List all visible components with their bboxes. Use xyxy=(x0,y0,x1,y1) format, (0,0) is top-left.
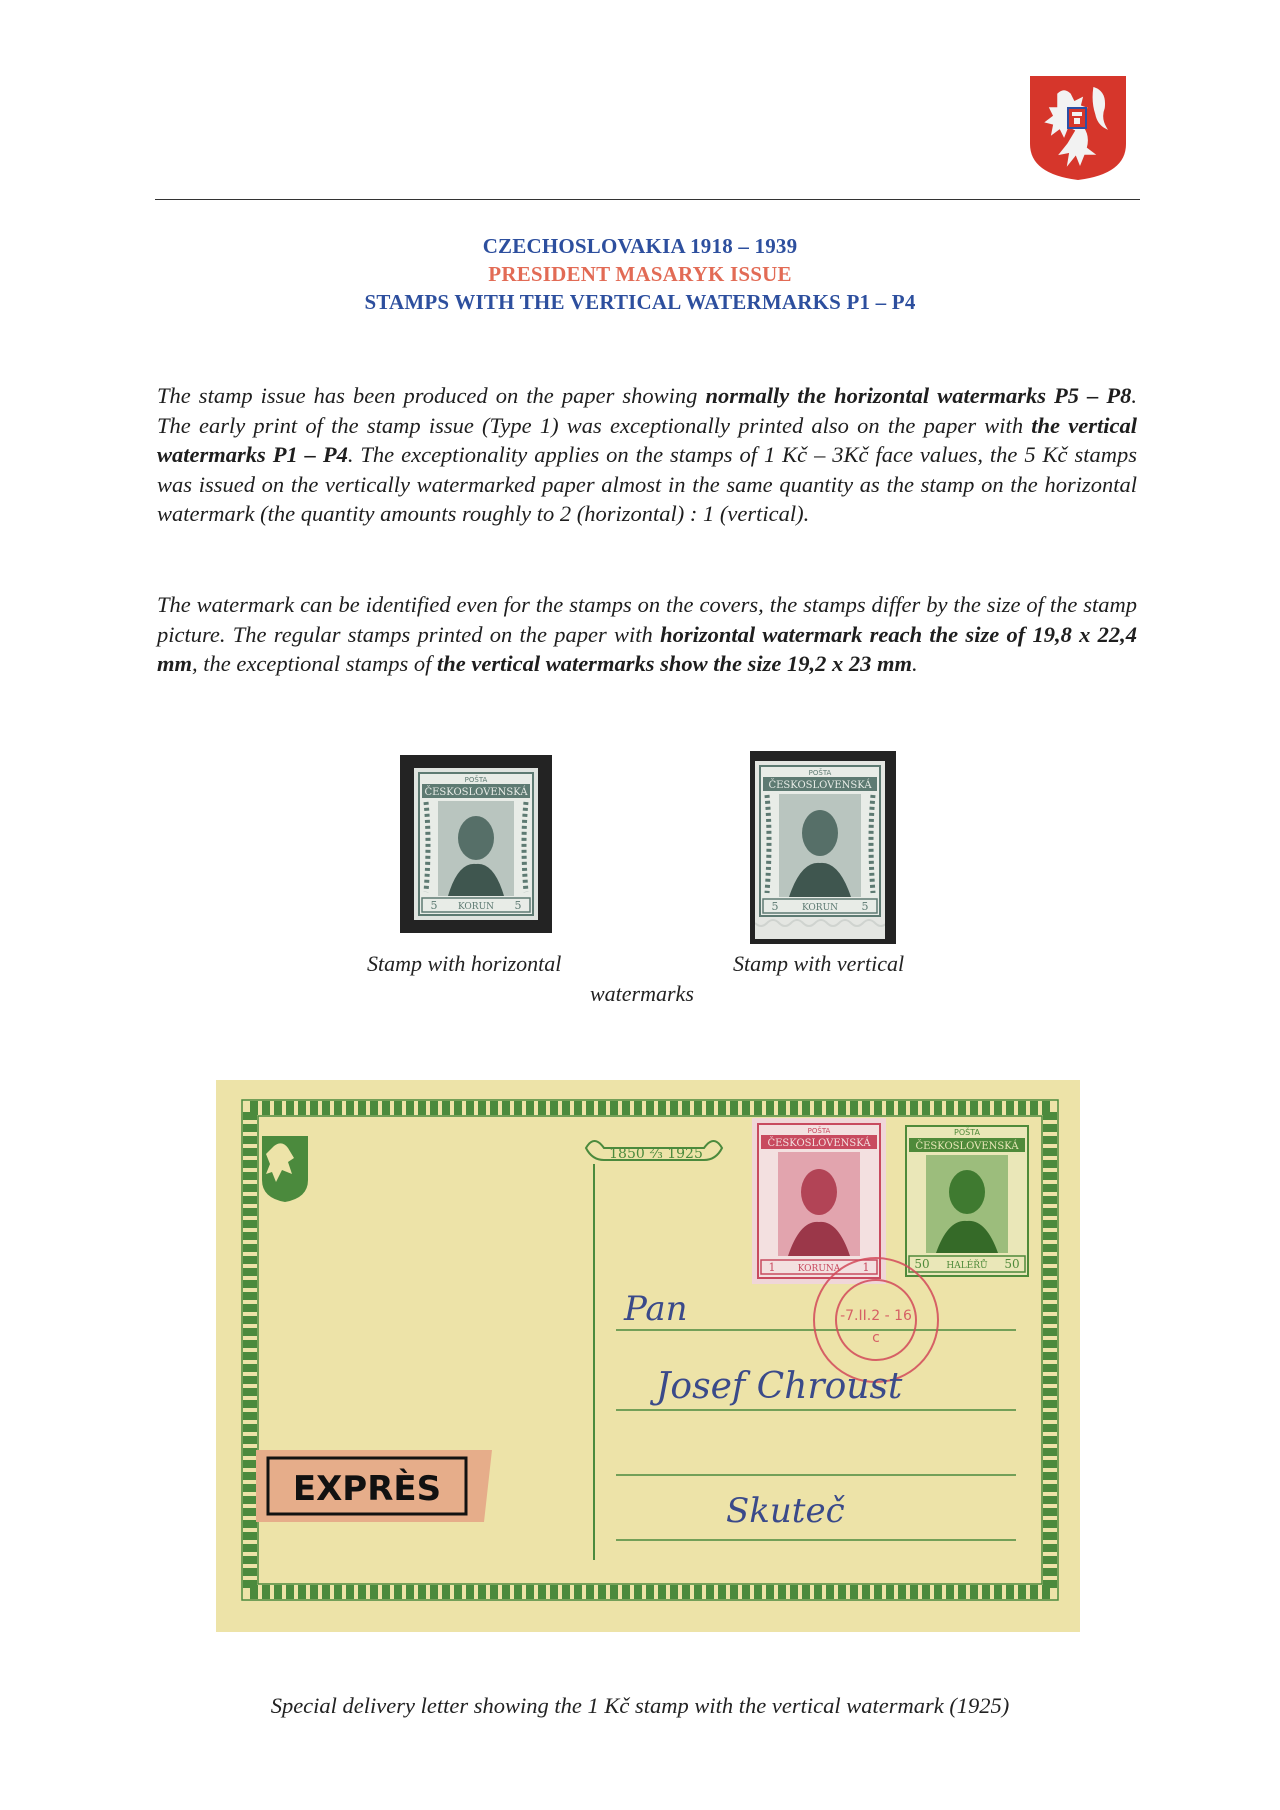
address-line-2: Josef Chroust xyxy=(656,1366,903,1407)
stamp-value-right: 5 xyxy=(861,900,869,913)
coat-of-arms-logo xyxy=(1028,74,1128,182)
page-subtitle-2: STAMPS WITH THE VERTICAL WATERMARKS P1 – P4 xyxy=(364,290,916,314)
intro-paragraph xyxy=(157,381,1137,529)
express-label xyxy=(256,1450,492,1522)
stamp-value-left: 50 xyxy=(914,1257,930,1271)
stamp-vertical-watermark xyxy=(750,751,896,944)
header-divider xyxy=(155,199,1140,200)
caption-vertical-stamp: Stamp with vertical xyxy=(733,951,905,976)
identification-paragraph xyxy=(157,590,1137,679)
stamp-value-left: 5 xyxy=(771,900,779,913)
page-title-block xyxy=(0,232,1280,316)
paragraph-bold-text: normally the horizontal watermarks P5 – P8 xyxy=(705,383,1132,408)
stamp-top-text: POŠTA xyxy=(808,769,832,777)
stamp-currency: HALÉŘŮ xyxy=(946,1261,988,1271)
page-title: CZECHOSLOVAKIA 1918 – 1939 xyxy=(482,234,798,258)
paragraph-text: , the exceptional stamps of xyxy=(192,651,437,676)
anniversary-years: 1850 ⅔ 1925 xyxy=(609,1146,703,1162)
stamp-50-haleru xyxy=(906,1126,1028,1276)
stamp-country-text: ČESKOSLOVENSKÁ xyxy=(915,1141,1019,1152)
stamp-country-text: ČESKOSLOVENSKÁ xyxy=(767,1138,871,1149)
address-line-3: Skuteč xyxy=(726,1491,845,1531)
postmark-letter: c xyxy=(872,1330,880,1346)
postmark-date: -7.II.2 - 16 xyxy=(840,1308,912,1324)
stamp-top-text: POŠTA xyxy=(807,1127,831,1135)
stamp-currency: KORUN xyxy=(801,903,839,913)
paragraph-bold-text: the vertical watermarks P1 – P4 xyxy=(157,412,1137,467)
paragraph-text: The stamp issue has been produced on the paper showing xyxy=(157,383,706,408)
stamp-value-right: 5 xyxy=(514,899,522,912)
paragraph-text: . The early print of the stamp issue (Type 1) was exceptionally printed also on the paper with xyxy=(157,383,1138,438)
stamp-country-text: ČESKOSLOVENSKÁ xyxy=(768,780,872,791)
postcard-caption: Special delivery letter showing the 1 Kč stamp with the vertical watermark (1925) xyxy=(270,1693,1010,1718)
stamp-value-left: 5 xyxy=(430,899,438,912)
stamp-top-text: POŠTA xyxy=(464,776,488,784)
express-label-text: EXPRÈS xyxy=(292,1469,442,1509)
stamp-top-text: POŠTA xyxy=(954,1128,980,1137)
postcard-arms-icon xyxy=(262,1136,308,1202)
address-line-1: Pan xyxy=(624,1289,688,1329)
paragraph-text: The watermark can be identified even for the stamps on the covers, the stamps differ by the size of the stamp picture. The regular stamps printed on the paper with xyxy=(157,592,1137,647)
paragraph-text: . The exceptionality applies on the stamps of 1 Kč – 3Kč face values, the 5 Kč stamps was issued on the vertically watermarked paper almost in the same quantity as the stamp on the horizontal watermark (the quantity amounts roughly to 2 (horizontal) : 1 (vertical). xyxy=(157,442,1137,526)
stamp-value-right: 50 xyxy=(1004,1257,1020,1271)
paragraph-text: . xyxy=(912,651,918,676)
stamp-currency: KORUN xyxy=(457,902,495,912)
paragraph-bold-text: the vertical watermarks show the size 19,2 x 23 mm xyxy=(436,651,912,676)
caption-watermarks: watermarks xyxy=(590,981,694,1006)
express-postcard-image xyxy=(216,1080,1080,1632)
stamp-currency: KORUNA xyxy=(797,1264,841,1274)
stamp-horizontal-watermark xyxy=(400,755,552,933)
page-subtitle: PRESIDENT MASARYK ISSUE xyxy=(488,262,792,286)
stamp-image xyxy=(414,768,538,920)
stamp-image xyxy=(755,761,885,939)
caption-horizontal-stamp: Stamp with horizontal xyxy=(367,951,562,976)
stamp-value-left: 1 xyxy=(768,1261,776,1274)
paragraph-bold-text: horizontal watermark reach the size of 19,8 x 22,4 mm xyxy=(157,621,1137,676)
stamp-country-text: ČESKOSLOVENSKÁ xyxy=(424,787,528,798)
stamp-value-right: 1 xyxy=(862,1261,870,1274)
